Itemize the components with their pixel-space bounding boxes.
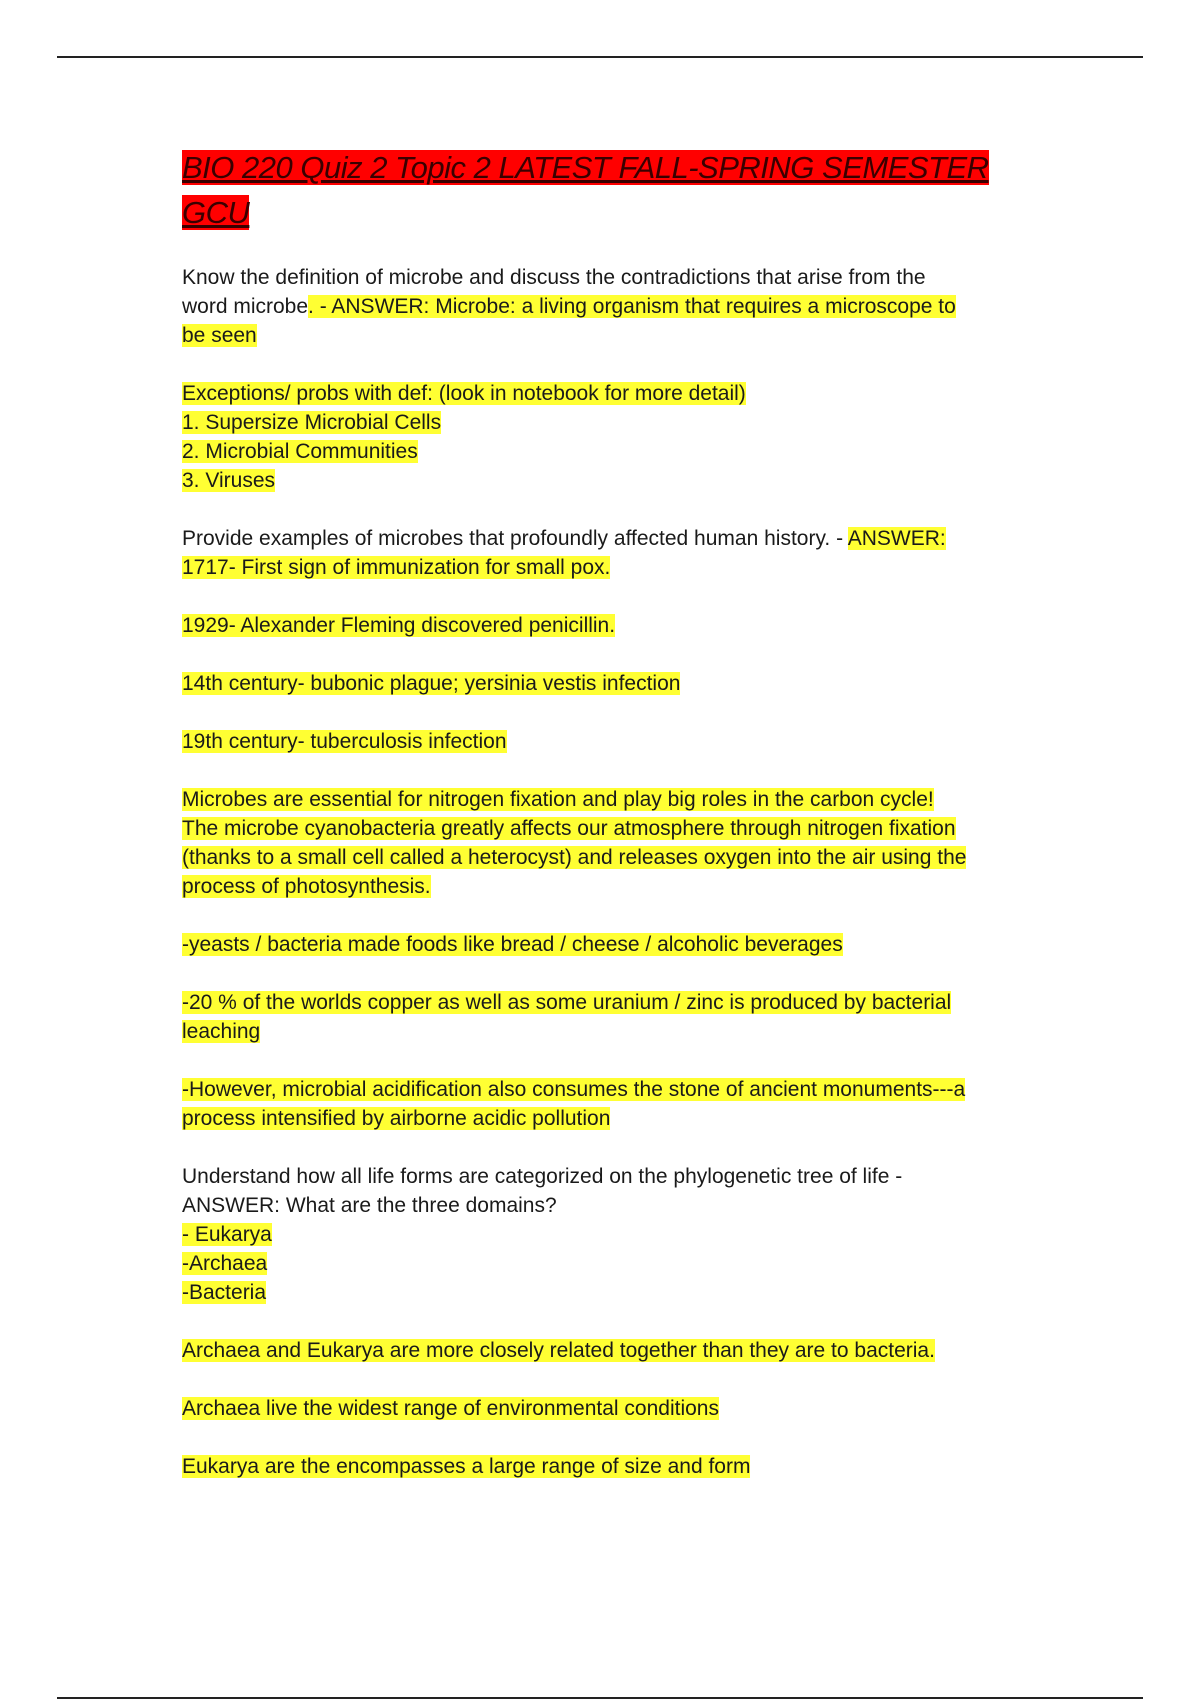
fact-text: Archaea live the widest range of environmental conditions bbox=[182, 1397, 719, 1420]
fact-item bbox=[182, 1336, 1032, 1365]
exception-item: 3. Viruses bbox=[182, 469, 275, 492]
fact-item bbox=[182, 1452, 1032, 1481]
paragraph-line: leaching bbox=[182, 1020, 261, 1043]
bottom-rule bbox=[57, 1697, 1143, 1699]
paragraph-line: The microbe cyanobacteria greatly affects our atmosphere through nitrogen fixation bbox=[182, 817, 956, 840]
domain-item: -Bacteria bbox=[182, 1281, 267, 1304]
answer-label: ANSWER: bbox=[847, 527, 946, 550]
fact-text: Archaea and Eukarya are more closely related together than they are to bacteria. bbox=[182, 1339, 935, 1362]
question-microbe-history bbox=[182, 524, 1032, 582]
history-item bbox=[182, 611, 1032, 640]
fact-text: Eukarya are the encompasses a large range of size and form bbox=[182, 1455, 751, 1478]
fact-item bbox=[182, 1394, 1032, 1423]
history-text: 14th century- bubonic plague; yersinia vestis infection bbox=[182, 672, 681, 695]
document-title bbox=[182, 145, 1032, 235]
domain-item: - Eukarya bbox=[182, 1223, 272, 1246]
copper-paragraph bbox=[182, 988, 1032, 1046]
exceptions-heading: Exceptions/ probs with def: (look in notebook for more detail) bbox=[182, 382, 746, 405]
history-item bbox=[182, 669, 1032, 698]
answer-text: . - ANSWER: Microbe: a living organism that requires a microscope to bbox=[308, 295, 956, 318]
paragraph-line: -yeasts / bacteria made foods like bread / cheese / alcoholic beverages bbox=[182, 933, 843, 956]
yeasts-paragraph bbox=[182, 930, 1032, 959]
answer-text: 1717- First sign of immunization for small pox. bbox=[182, 556, 611, 579]
title-line-2: GCU bbox=[182, 195, 250, 230]
question-text: Provide examples of microbes that profoundly affected human history. - bbox=[182, 527, 848, 550]
exception-item: 2. Microbial Communities bbox=[182, 440, 418, 463]
history-item bbox=[182, 727, 1032, 756]
paragraph-line: Microbes are essential for nitrogen fixation and play big roles in the carbon cycle! bbox=[182, 788, 934, 811]
paragraph-line: -However, microbial acidification also consumes the stone of ancient monuments---a bbox=[182, 1078, 966, 1101]
exception-item: 1. Supersize Microbial Cells bbox=[182, 411, 442, 434]
exceptions-list bbox=[182, 379, 1032, 495]
question-tree-of-life bbox=[182, 1162, 1032, 1307]
nitrogen-paragraph bbox=[182, 785, 1032, 901]
question-text: Understand how all life forms are categorized on the phylogenetic tree of life - bbox=[182, 1165, 903, 1188]
history-text: 19th century- tuberculosis infection bbox=[182, 730, 507, 753]
title-line-1: BIO 220 Quiz 2 Topic 2 LATEST FALL-SPRING SEMESTER bbox=[182, 150, 989, 185]
document-body bbox=[182, 145, 1032, 1510]
paragraph-line: process intensified by airborne acidic pollution bbox=[182, 1107, 611, 1130]
question-microbe-definition bbox=[182, 263, 1032, 350]
paragraph-line: process of photosynthesis. bbox=[182, 875, 431, 898]
paragraph-line: -20 % of the worlds copper as well as some uranium / zinc is produced by bacterial bbox=[182, 991, 952, 1014]
question-text-continued: word microbe bbox=[182, 295, 309, 318]
paragraph-line: (thanks to a small cell called a heterocyst) and releases oxygen into the air using the bbox=[182, 846, 967, 869]
top-rule bbox=[57, 56, 1143, 58]
question-text: Know the definition of microbe and discuss the contradictions that arise from the bbox=[182, 266, 926, 289]
acidification-paragraph bbox=[182, 1075, 1032, 1133]
domain-item: -Archaea bbox=[182, 1252, 268, 1275]
answer-text-continued: be seen bbox=[182, 324, 257, 347]
history-text: 1929- Alexander Fleming discovered penicillin. bbox=[182, 614, 616, 637]
question-text-continued: ANSWER: What are the three domains? bbox=[182, 1194, 557, 1217]
